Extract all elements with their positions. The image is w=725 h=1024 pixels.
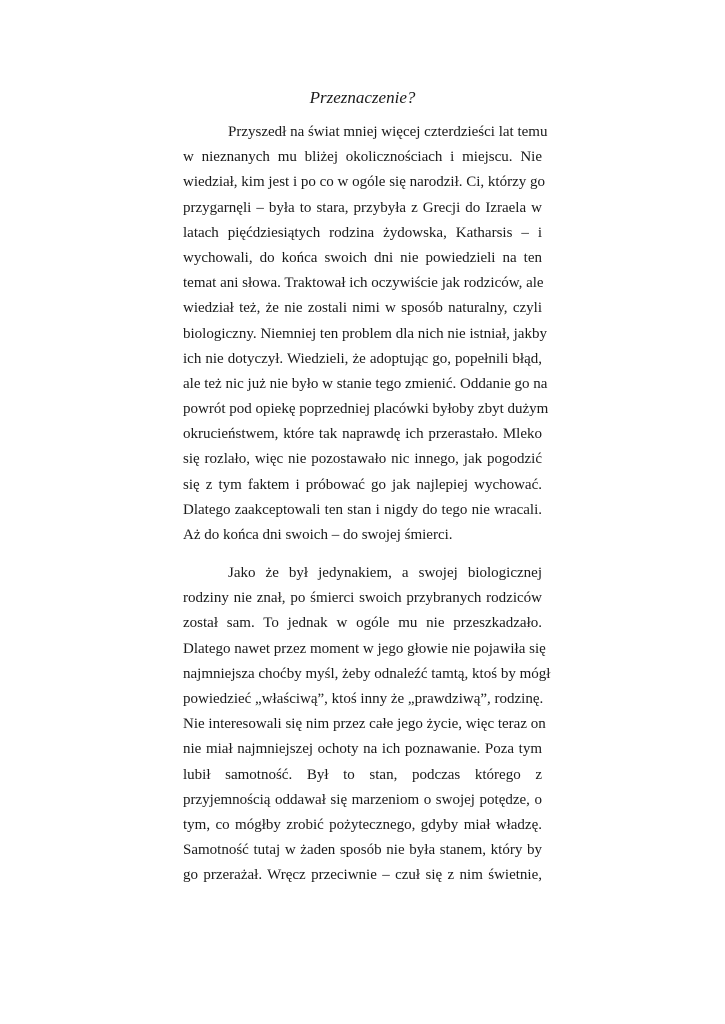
- text-line: go przerażał. Wręcz przeciwnie – czuł się z nim świetnie,: [183, 867, 542, 884]
- text-line: latach pięćdziesiątych rodzina żydowska, Katharsis – i: [183, 224, 542, 241]
- text-line: ale też nic już nie było w stanie tego zmienić. Oddanie go na: [183, 375, 548, 392]
- text-line: biologiczny. Niemniej ten problem dla nich nie istniał, jakby: [183, 325, 547, 342]
- text-line: tym, co mógłby zrobić pożytecznego, gdyby miał władzę.: [183, 816, 542, 833]
- text-line: się rozlało, więc nie pozostawało nic innego, jak pogodzić: [183, 451, 542, 468]
- text-line: Dlatego nawet przez moment w jego głowie nie pojawiła się: [183, 640, 546, 657]
- text-line: został sam. To jednak w ogóle mu nie przeszkadzało.: [183, 615, 542, 632]
- text-line: temat ani słowa. Traktował ich oczywiście jak rodziców, ale: [183, 275, 544, 292]
- text-line: Jako że był jedynakiem, a swojej biologicznej: [228, 565, 542, 581]
- text-line: okrucieństwem, które tak naprawdę ich przerastało. Mleko: [183, 426, 542, 443]
- text-line: wiedział też, że nie zostali nimi w sposób naturalny, czyli: [183, 300, 542, 317]
- paragraph-1: [183, 120, 549, 548]
- text-line: przyjemnością oddawał się marzeniom o swojej potędze, o: [183, 791, 542, 808]
- document-title: Przeznaczenie?: [309, 88, 416, 107]
- text-line: Przyszedł na świat mniej więcej czterdzieści lat temu: [228, 124, 548, 140]
- text-line: powrót pod opiekę poprzedniej placówki byłoby zbyt dużym: [183, 401, 549, 418]
- text-line: wiedział, kim jest i po co w ogóle się narodził. Ci, którzy go: [183, 174, 546, 191]
- text-line: się z tym faktem i próbować go jak najlepiej wychować.: [183, 476, 542, 493]
- text-line: Samotność tutaj w żaden sposób nie była stanem, który by: [183, 842, 542, 859]
- text-line: lubił samotność. Był to stan, podczas którego z: [183, 766, 542, 783]
- paragraph-2: [183, 561, 551, 888]
- text-line: przygarnęli – była to stara, przybyła z Grecji do Izraela w: [183, 199, 542, 216]
- text-line: ich nie dotyczył. Wiedzieli, że adoptując go, popełnili błąd,: [183, 350, 542, 367]
- text-line: najmniejsza choćby myśl, żeby odnaleźć tamtą, ktoś by mógł: [183, 665, 551, 682]
- text-line: w nieznanych mu bliżej okolicznościach i miejscu. Nie: [183, 149, 542, 166]
- text-line: powiedzieć „właściwą”, ktoś inny że „prawdziwą”, rodzinę.: [183, 690, 544, 707]
- text-line: nie miał najmniejszej ochoty na ich poznawanie. Poza tym: [183, 741, 542, 758]
- text-line: Dlatego zaakceptowali ten stan i nigdy do tego nie wracali.: [183, 501, 542, 518]
- text-line: Nie interesowali się nim przez całe jego życie, więc teraz on: [183, 716, 546, 733]
- text-line: rodziny nie znał, po śmierci swoich przybranych rodziców: [183, 590, 542, 607]
- text-line: wychowali, do końca swoich dni nie powiedzieli na ten: [183, 249, 542, 266]
- text-line: Aż do końca dni swoich – do swojej śmierci.: [183, 527, 453, 543]
